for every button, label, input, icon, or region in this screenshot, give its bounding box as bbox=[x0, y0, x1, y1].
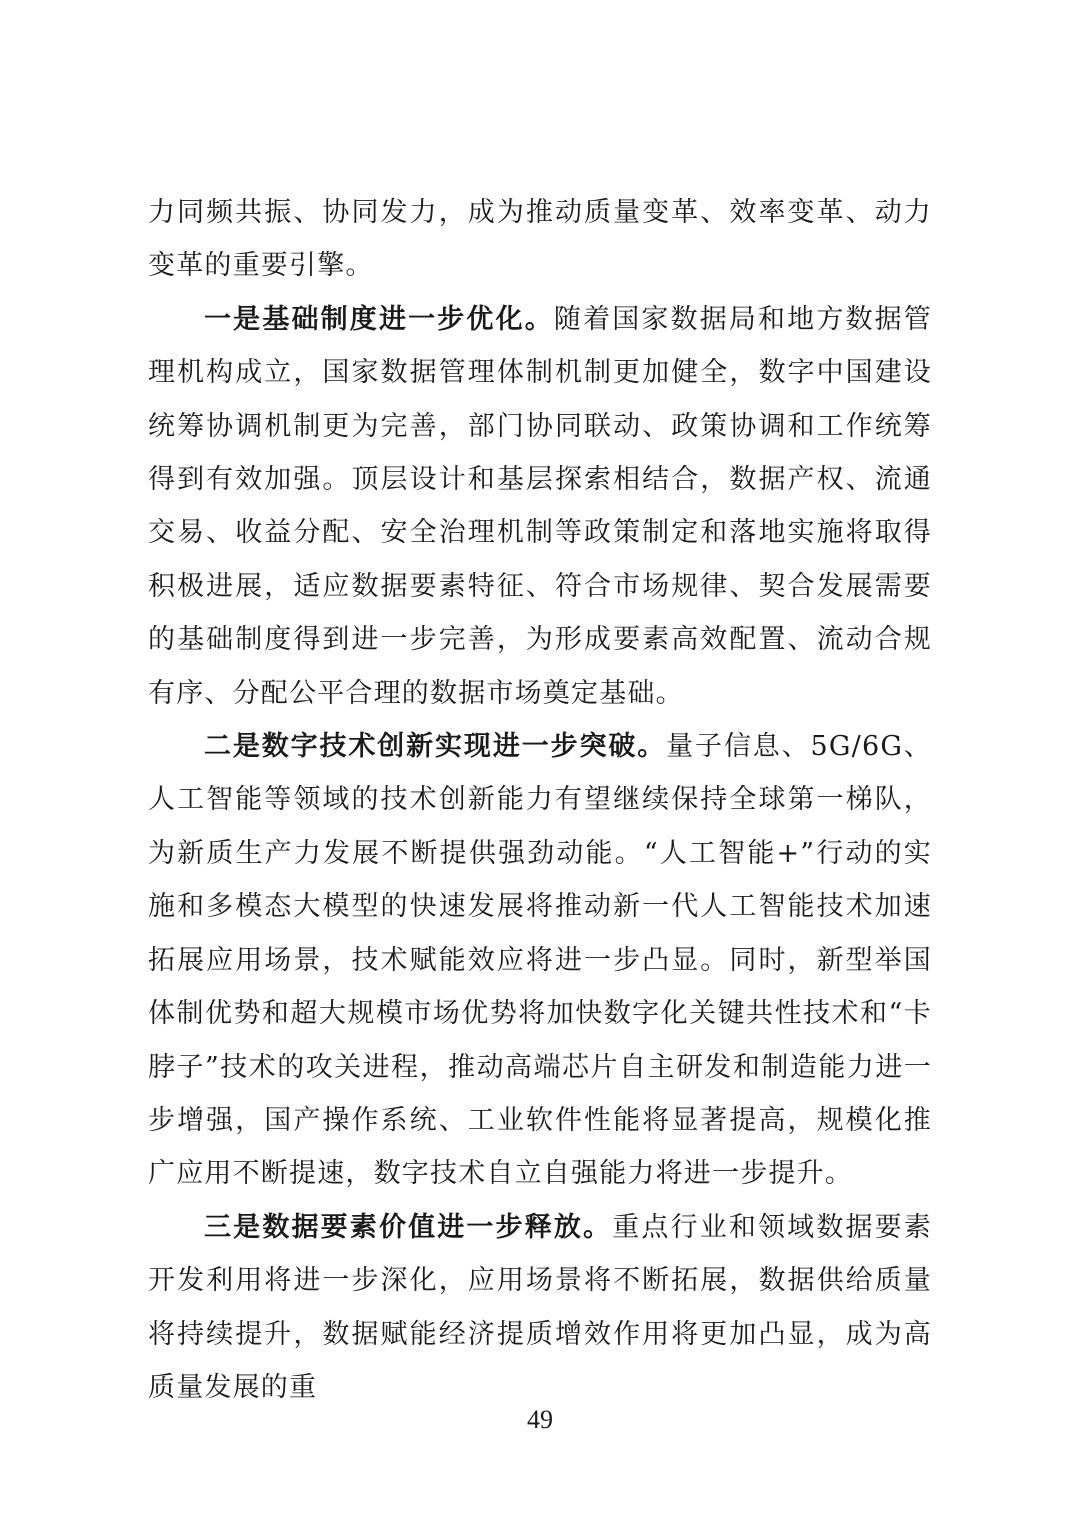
paragraph-basic-system bbox=[148, 293, 932, 720]
paragraph-continuation bbox=[148, 186, 932, 293]
paragraph-text: 量子信息、5G/6G、人工智能等领域的技术创新能力有望继续保持全球第一梯队，为新质生产力发展不断提供强劲动能。“人工智能+”行动的实施和多模态大模型的快速发展将推动新一代人工智能技术加速拓展应用场景，技术赋能效应将进一步凸显。同时，新型举国体制优势和超大规模市场优势将加快数字化关键共性技术和“卡脖子”技术的攻关进程，推动高端芯片自主研发和制造能力进一步增强，国产操作系统、工业软件性能将显著提高，规模化推广应用不断提速，数字技术自立自强能力将进一步提升。 bbox=[148, 731, 932, 1190]
paragraph-data-value bbox=[148, 1201, 932, 1415]
paragraph-tech-innovation bbox=[148, 720, 932, 1201]
paragraph-text: 重点行业和领域数据要素开发利用将进一步深化，应用场景将不断拓展，数据供给质量将持续提升，数据赋能经济提质增效作用将更加凸显，成为高质量发展的重 bbox=[148, 1211, 932, 1403]
paragraph-lead-heading: 二是数字技术创新实现进一步突破。 bbox=[204, 731, 667, 763]
paragraph-text: 随着国家数据局和地方数据管理机构成立，国家数据管理体制机制更加健全，数字中国建设统筹协调机制更为完善，部门协同联动、政策协调和工作统筹得到有效加强。顶层设计和基层探索相结合，数据产权、流通交易、收益分配、安全治理机制等政策制定和落地实施将取得积极进展，适应数据要素特征、符合市场规律、契合发展需要的基础制度得到进一步完善，为形成要素高效配置、流动合规有序、分配公平合理的数据市场奠定基础。 bbox=[148, 303, 932, 709]
document-body bbox=[148, 186, 932, 1414]
paragraph-lead-heading: 三是数据要素价值进一步释放。 bbox=[204, 1211, 613, 1243]
paragraph-lead-heading: 一是基础制度进一步优化。 bbox=[204, 303, 554, 335]
paragraph-text: 力同频共振、协同发力，成为推动质量变革、效率变革、动力变革的重要引擎。 bbox=[148, 197, 932, 282]
page-number: 49 bbox=[527, 1405, 553, 1434]
